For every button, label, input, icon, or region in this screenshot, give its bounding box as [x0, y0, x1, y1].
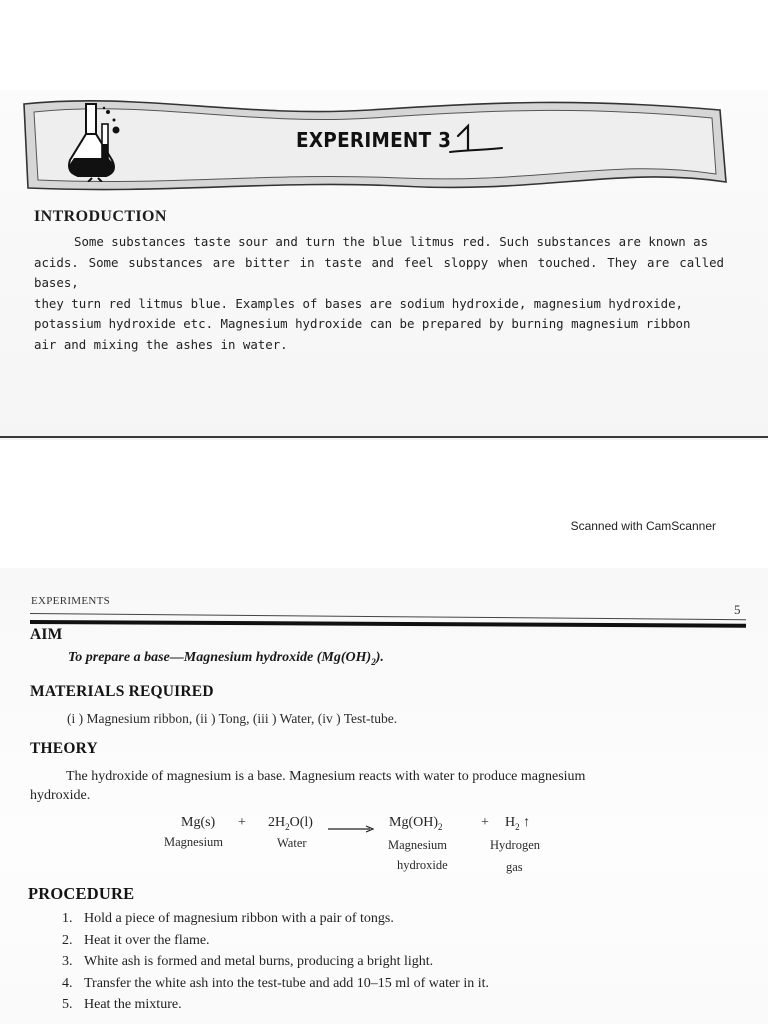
materials-heading: MATERIALS REQUIRED [30, 683, 214, 700]
eq-reactant-magnesium: Mg(s) [181, 815, 216, 830]
intro-line: air and mixing the ashes in water. [34, 336, 288, 352]
procedure-step: 4. Transfer the white ash into the test-tube and add 10–15 ml of water in it. [62, 975, 490, 991]
procedure-step: 5. Heat the mixture. [62, 997, 182, 1012]
label-magnesium: Magnesium [164, 835, 224, 849]
procedure-step: 1. Hold a piece of magnesium ribbon with a pair of tongs. [62, 911, 394, 926]
procedure-steps [62, 911, 489, 1019]
procedure-step: 2. Heat it over the flame. [62, 932, 210, 948]
theory-text [30, 767, 760, 805]
intro-line: Some substances taste sour and turn the blue litmus red. Such substances are known as [74, 234, 709, 249]
introduction-text [34, 232, 724, 356]
label-gas: gas [506, 860, 523, 874]
eq-product-hydrogen: $H_2$ ↑ [505, 815, 531, 832]
introduction-heading: INTRODUCTION [34, 208, 167, 225]
camscanner-watermark: Scanned with CamScanner [570, 519, 716, 533]
experiment-title: EXPERIMENT 3 [296, 128, 452, 152]
svg-text:1: 1 [470, 140, 471, 141]
page-number: 5 [734, 602, 741, 617]
aim-text: To prepare a base—Magnesium hydroxide $(Mg(OH)_2)$. [68, 650, 384, 667]
intro-line: acids. Some substances are bitter in taste and feel sloppy when touched. They are called bases, [34, 254, 724, 291]
materials-text: (i ) Magnesium ribbon, (ii ) Tong, (iii ) Water, (iv ) Test-tube. [67, 711, 398, 726]
eq-product-mg-hydroxide: $Mg(OH)_2$ [389, 815, 443, 832]
label-hydrogen: Hydrogen [490, 838, 540, 852]
eq-plus: + [238, 815, 246, 830]
running-head: EXPERIMENTS [31, 595, 111, 607]
theory-line: hydroxide. [30, 788, 91, 803]
eq-reactant-water: $2H_2O(l)$ [268, 815, 313, 832]
theory-heading: THEORY [30, 740, 98, 757]
eq-plus: + [481, 815, 489, 830]
procedure-step: 3. White ash is formed and metal burns, producing a bright light. [62, 954, 434, 969]
aim-heading: AIM [30, 626, 63, 643]
flask-icon [64, 100, 124, 182]
intro-line: potassium hydroxide etc. Magnesium hydroxide can be prepared by burning magnesium ribbon [34, 316, 691, 332]
label-water: Water [277, 836, 307, 850]
label-magnesium-product: Magnesium [388, 838, 448, 852]
label-hydroxide: hydroxide [397, 858, 448, 872]
handwritten-mark [448, 120, 508, 160]
intro-line: they turn red litmus blue. Examples of bases are sodium hydroxide, magnesium hydroxide, [34, 295, 684, 311]
reaction-arrow-icon [328, 824, 374, 834]
theory-line: The hydroxide of magnesium is a base. Magnesium reacts with water to produce magnesium [66, 769, 586, 784]
procedure-heading: PROCEDURE [28, 884, 135, 903]
page-edge-divider [0, 436, 768, 438]
